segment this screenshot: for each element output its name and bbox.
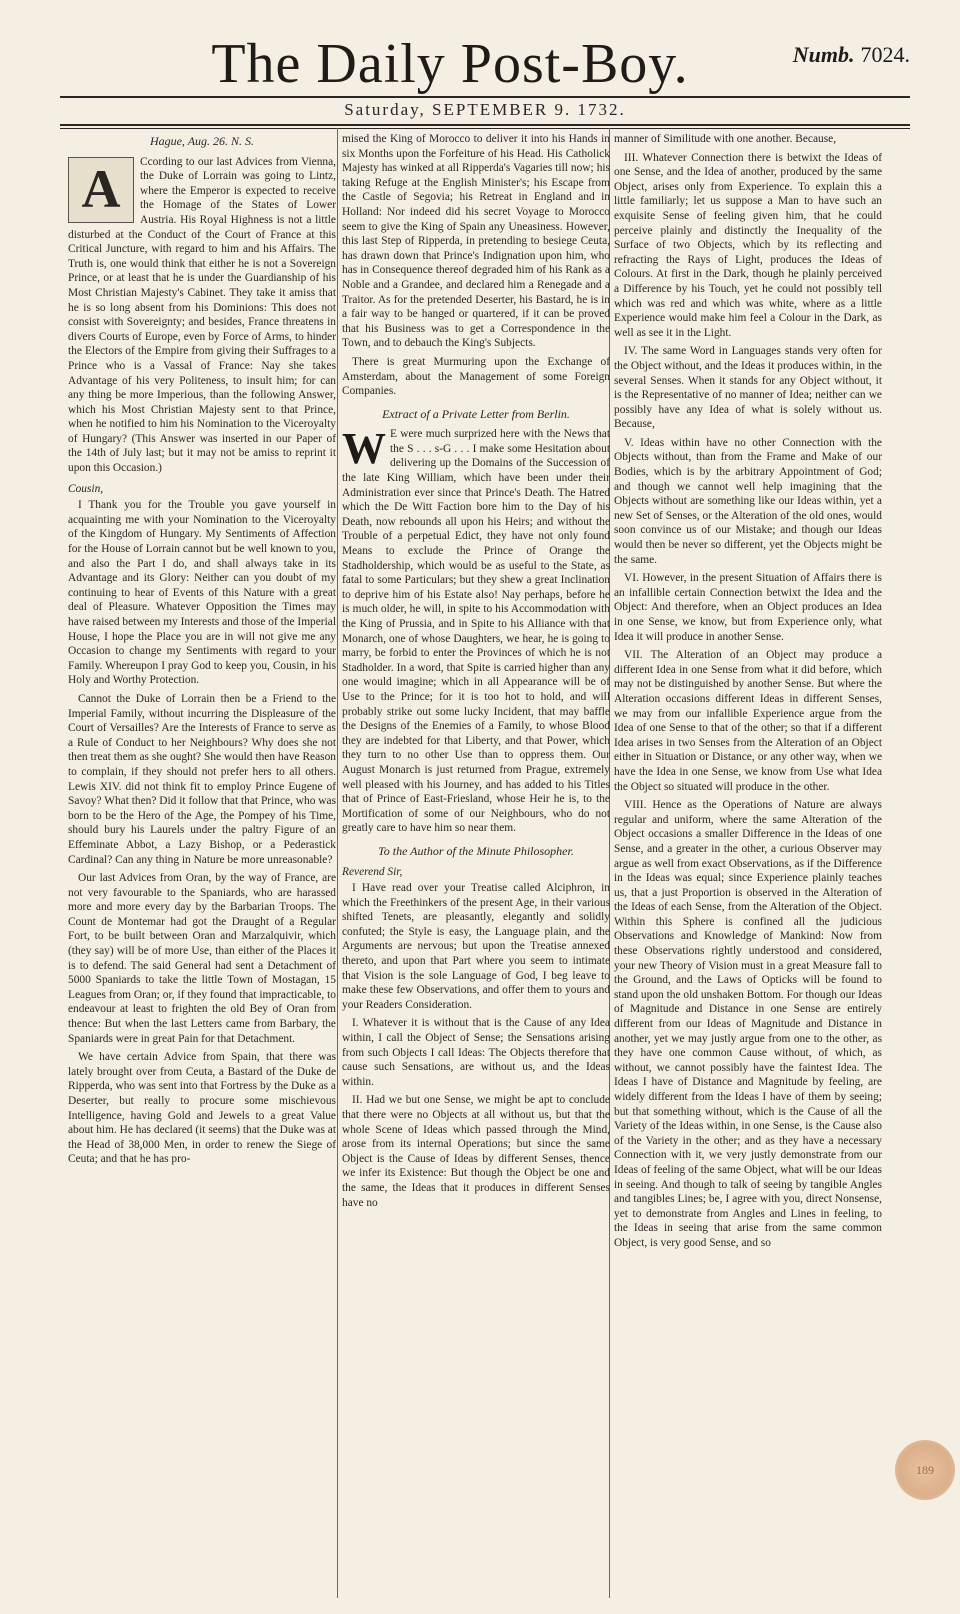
article-text: E were much surprized here with the News that the S . . . s-G . . . I make some Hesitation about delivering up the Domains of the Succession of the late King William, which have been under their Administration ever since that Prince's Death. The Hatred which the De Witt Faction bore him to the Day of his Death, now rebounds all upon his Heirs; and without the Trouble of a perpetual Edict, they have not only found Means to exclude the Prince of Orange the Stadholdership, which would be as useful to the State, as fatal to some Particulars; but they shew a great Inclination to deprive him of his Estate also! Nay perhaps, before he is much older, he will, in spite to his Accommodation with the King of Prussia, and in Spite to his Alliance with that Monarch, one of whose Daughters, we hear, he is going to marry, be forbid to enter the Provinces of which he is not Stadholder. In a word, that Spite is carried higher than any one would imagine; which in all Appearance will be of Use to the Prince; for it is too hot to hold, and will probably strike out some lucky Incident, that may baffle the Designs of the Enemies of a Family, to whose Blood they are indebted for that Liberty, and that Power, which they turn to no other Use than to oppress them. Our August Monarch is just returned from Prague, extremely well pleased with his Journey, and has added to his Titles that of Prince of East-Friesland, whose Heir he is, to the Mortification of some of our Neighbours, who do not greatly care to have him so near them. [342, 428, 610, 835]
masthead-rule [60, 96, 910, 98]
section-heading: Extract of a Private Letter from Berlin. [382, 406, 570, 421]
newspaper-title: The Daily Post-Boy. [211, 33, 689, 95]
article-paragraph: III. Whatever Connection there is betwixt the Ideas of one Sense, and the Idea of another, produced by the same Object, arises only from Experience. To explain this a little familiarly; let us suppose a Man to have such an exquisite Sense of feeling given him, that he could perceive plainly and distinctly the Inequality of the Surface of two Objects, which by its reflecting and refracting the Rays of Light, produces the Ideas of Colours. At first in the Dark, though he plainly perceived a Difference by his Touch, yet he could not possibly tell which was red and which was white, where as a little Experience would make him feel a Colour in the Dark, as well as see it in the Light. [614, 151, 882, 339]
article-paragraph: IV. The same Word in Languages stands very often for the Object without, and the Ideas it produces within, in the several Senses. When it stands for any Object without, it is the Representative of no manner of Idea; neither can we possibly have any Idea of what is solely without us. Because, [614, 345, 882, 431]
article-paragraph: Cannot the Duke of Lorrain then be a Friend to the Imperial Family, without incurring the Displeasure of the Court of Versailles? Are the Interests of France to serve as a Rule of Conduct to her Neighbours? Why does she not then treat them as she ought? She would then have Reason to complain, if they should not prefer hers to all others. Lewis XIV. did not think fit to employ Prince Eugene of Savoy? What then? Did it follow that that Prince, who was born to be the Hero of the Age, the Pompey of his Time, should bury his Laurels under the paltry Figure of an Effeminate Abbot, a Lazy Bishop, or a Pederastick Cardinal? Can any thing in Nature be more unreasonable? [68, 692, 336, 866]
article-text: Ccording to our last Advices from Vienna, the Duke of Lorrain was going to Lintz, where the Emperor is expected to receive the Homage of the States of Lower Austria. His Royal Highness is not a little disturbed at the Conduct of the Court of France at this Critical Juncture, with regard to him and his Affairs. The Truth is, one would think that either he is not a Sovereign Prince, or at least that he is under the Guardianship of his Most Christian Majesty's Cabinet. They take it amiss that he is so long absent from his Dominions: This does not consist with Sovereignty; and besides, France threatens in divers Courts of Europe, even by Force of Arms, to hinder the Electors of the Empire from giving their Suffrages to a Prince who is a Vassal of France: Nay she takes Advantage of his very Politeness, to insult him; for can any thing be more Imperious, than the following Answer, which his Most Christian Majesty sent to that Prince, when he notified to him his Nomination to the Viceroyalty of Hungary? (This Answer was inserted in our Paper of the 14th of July last; but it may not be amiss to reprint it upon this Occasion.) [68, 155, 336, 475]
date-rule [60, 124, 910, 129]
column-divider [337, 128, 338, 1598]
article-paragraph: manner of Similitude with one another. Because, [614, 133, 837, 145]
article-paragraph [342, 424, 610, 836]
article-paragraph: VIII. Hence as the Operations of Nature are always regular and uniform, where the same Alteration of the Object occasions a smaller Difference in the Ideas of one Sense, and a greater in the other, a curious Observer may argue as well from exact Observations, as if the Difference in the Ideas was equal; since Experience plainly teaches us, that a just Proportion is observed in the Alteration of the Ideas of each Sense, from the Alteration of the Object. Within this Sphere is confined all the judicious Observations and Knowledge of Mankind: Now from these Observations rightly understood and considered, your new Theory of Vision must in a great Measure fall to the Ground, and the Laws of Opticks will be found to stand upon the old unshaken Bottom. For though our Ideas of Magnitude and Distance in one Sense are entirely different from our Ideas of Magnitude and Distance in another, yet we may justly argue from one to the other, as they have one common Cause without, of which, as without, we cannot possibly have the faintest Idea. The Ideas I have of Distance and Magnitude by feeling, are widely different from the Ideas I have of them by seeing; but that something without, which is the Cause of all the Variety of the Ideas within, in one Sense, is the Cause also of the Variety in the other; and as they have a necessary Connection with it, we very justly demonstrate from our Ideas of feeling of the same Object, what will be our Ideas in seeing. And though to talk of seeing by tangible Angles and tangibles Lines; be, I agree with you, direct Nonsense, yet to demonstrate from Angles and Lines in feeling, to the Ideas in seeing that arise from the same common Object, is very good Sense, and so [614, 799, 882, 1249]
masthead [60, 28, 910, 98]
drop-cap: A [68, 157, 134, 223]
article-paragraph: I Have read over your Treatise called Alciphron, in which the Freethinkers of the present Age, in their various shifted Tenets, are pleasantly, elegantly and solidly confuted; the Style is easy, the Language plain, and the Arguments are nervous; but upon the Treatise annexed thereto, and upon that Part where you seem to intimate that Vision is the sole Language of God, I beg leave to make these few Observations, and offer them to yours and your Readers Consideration. [342, 882, 610, 1011]
article-paragraph: VII. The Alteration of an Object may produce a different Idea in one Sense from what it did before, which may not be distinguished by another Sense. But where the Alteration occasions different Ideas in different Senses, we may from our infallible Experience argue from the Idea of one Sense to that of the other; so that if a different Idea arises in two Senses from the Alteration of an Object either in Situation or Distance, or any other way, when we have the Idea in one Sense, we know from Use what Idea the Object so situated will produce in the other. [614, 649, 882, 793]
column-3 [614, 132, 882, 1600]
issue-number-value: 7024. [860, 42, 910, 67]
article-paragraph: We have certain Advice from Spain, that there was lately brought over from Ceuta, a Bastard of the Duke de Ripperda, who was sent into that Fortress by the Duke as a Deserter, but really to procure some mischievous Intelligence, having Gold and Jewels to a great Value about him. He has declared (it seems) that the Duke was at the Head of 38,000 Men, in order to renew the Siege of Ceuta; and that he has pro- [68, 1051, 336, 1166]
section-heading: To the Author of the Minute Philosopher. [378, 843, 574, 858]
article-paragraph: I Thank you for the Trouble you gave yourself in acquainting me with your Nomination to the Viceroyalty of the Kingdom of Hungary. My Sentiments of Affection for the House of Lorrain cannot but be well known to you, and also the Part I do, and shall always take in its Advantage and its Glory: Neither can you doubt of my continuing to hear of Events of this Nature with a great deal of Pleasure. Whatever Opposition the Times may have raised between my Interests and those of the Imperial House, I hope the Place you are in will not give me any Occasion to change my Sentiments with regard to your Family. Whereupon I pray God to keep you, Cousin, in his Holy and Worthy Protection. [68, 499, 336, 687]
column-1 [68, 132, 336, 1600]
dateline-hague: Hague, Aug. 26. N. S. [149, 134, 255, 148]
article-paragraph [68, 155, 336, 476]
article-paragraph: Our last Advices from Oran, by the way of France, are not very favourable to the Spaniards, who are harassed more and more every day by the Barbarian Troops. The Count de Montemar had got the Draught of a Regular Fort, to be built between Oran and Marzalquivir, which (they say) will be of more Use, than either of the Places it is to defend. The said General had sent a Detachment of 5000 Spaniards to take the little Town of Mostagan, 15 Leagues from Oran; or, if they found that impracticable, to endeavour at least to frighten the old Bey of Oran from thence: But when the last Letters came from Barbary, the Spaniards were in great Pain for that Detachment. [68, 872, 336, 1045]
salutation: Reverend Sir, [342, 865, 403, 878]
article-paragraph: V. Ideas within have no other Connection with the Objects without, than from the Frame and Make of our Bodies, which is by the arbitrary Appointment of God; and though we cannot well help imagining that the Objects without are something like our Ideas within, yet a new Set of Senses, or the Alteration of the old ones, would soon convince us of our Mistake; and though our Ideas would then be never so different, yet the Objects might be the same. [614, 436, 882, 566]
issue-number-label: Numb. [792, 42, 855, 67]
column-2 [342, 132, 610, 1600]
drop-cap: W [342, 424, 386, 474]
article-paragraph: There is great Murmuring upon the Exchange of Amsterdam, about the Management of some Foreign Companies. [342, 355, 610, 398]
issue-number [793, 42, 910, 68]
article-paragraph: VI. However, in the present Situation of Affairs there is an infallible certain Connection betwixt the Idea and the Object: And therefore, when an Object produces an Idea in one Sense, we know, but from Experience only, what Idea it will produce in another Sense. [614, 572, 882, 643]
article-paragraph: mised the King of Morocco to deliver it into his Hands in six Months upon the Forfeiture of his Head. His Catholick Majesty has winked at all Ripperda's Vagaries till now; his taking Refuge at the English Minister's; his Escape from the Castle of Segovia; his Retreat in England and in Holland: Nor indeed did his secret Voyage to Morocco seem to give the King of Spain any Uneasiness. However, this last Step of Ripperda, in pretending to besiege Ceuta, has drawn down that Prince's Indignation upon him, who has in Consequence thereof degraded him of his Rank as a Noble and a Grandee, and declared him a Renegade and a Traitor. As for the pretended Deserter, his Bastard, he is in a fair way to be hanged or quartered, if it can be proved that his Business was to get a Correspondence in the Town, and to debauch the King's Subjects. [342, 133, 610, 350]
archive-stamp: 189 [895, 1440, 955, 1500]
article-paragraph: I. Whatever it is without that is the Cause of any Idea within, I call the Object of Sense; the Sensations arising from such Objects I call Ideas: The Objects therefore that cause such Sensations, are without us, and the Ideas within. [342, 1017, 610, 1088]
issue-date: Saturday, SEPTEMBER 9. 1732. [344, 100, 626, 119]
article-paragraph: II. Had we but one Sense, we might be apt to conclude that there were no Objects at all without us, but that the whole Scene of Ideas which passed through the Mind, arose from its internal Operations; but since the same Object is the Cause of Ideas by different Senses, thence we infer its Existence: But though the Object be one and the same, the Ideas that it produces in different Senses have no [342, 1094, 610, 1209]
salutation: Cousin, [68, 482, 104, 495]
